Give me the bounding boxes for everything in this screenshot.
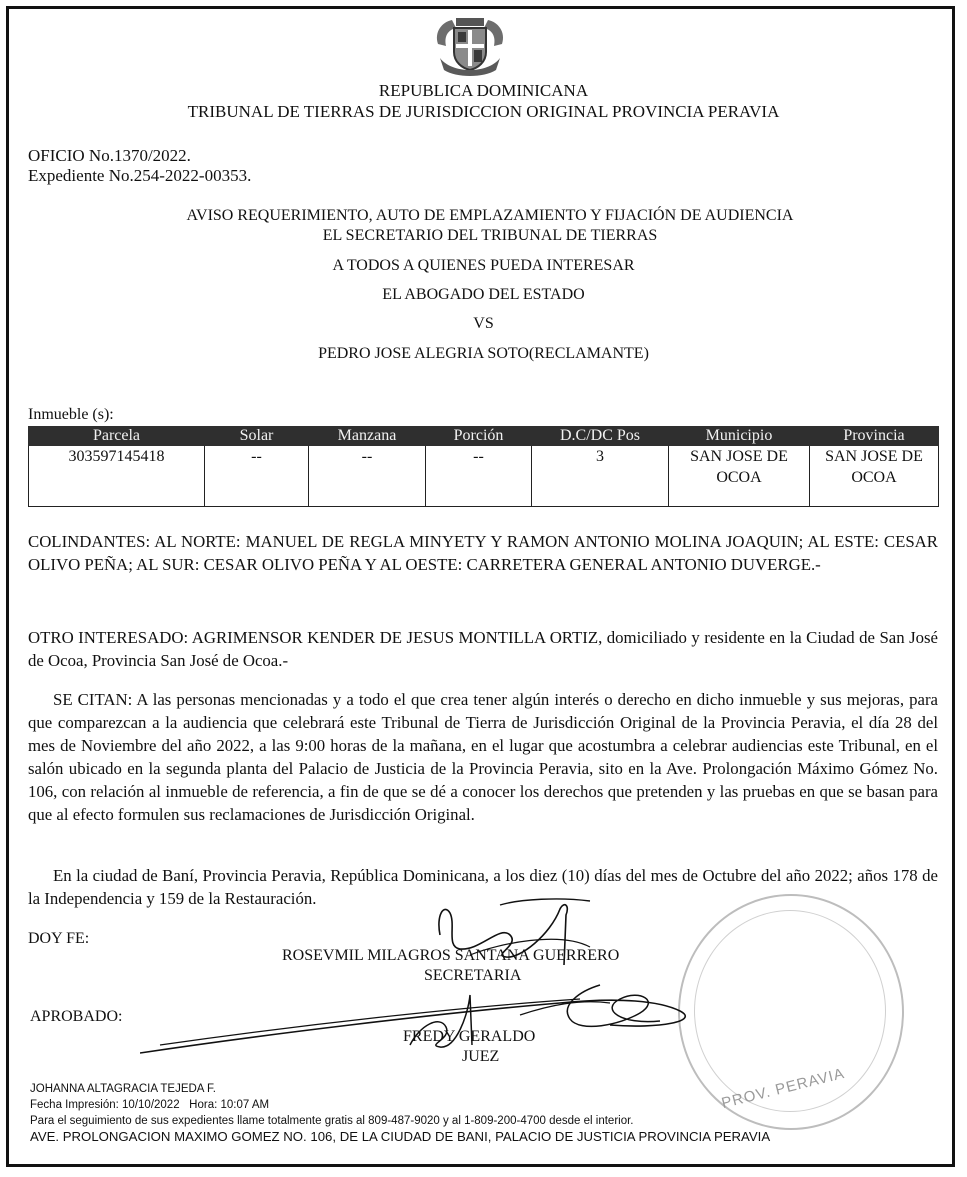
country-heading: REPUBLICA DOMINICANA [378, 81, 589, 100]
column-header: D.C/DC Pos [532, 427, 669, 446]
defendant: PEDRO JOSE ALEGRIA SOTO(RECLAMANTE) [318, 345, 649, 362]
colindantes-paragraph: COLINDANTES: AL NORTE: MANUEL DE REGLA MINYETY Y RAMON ANTONIO MOLINA JOAQUIN; AL ESTE: CESAR OLIVO PEÑA; AL SUR: CESAR OLIVO PEÑA Y AL OESTE: CARRETERA GENERAL ANTONIO DUVERGE.- [28, 532, 938, 574]
aprobado-label: APROBADO: [30, 1008, 123, 1025]
inmueble-label: Inmueble (s): [28, 406, 114, 423]
date-place-paragraph: En la ciudad de Baní, Provincia Peravia, República Dominicana, a los diez (10) días del mes de Octubre del año 2022; años 178 de la Independencia y 159 de la Restauración. [28, 866, 938, 908]
table-cell: 3 [532, 446, 669, 507]
table-cell: -- [309, 446, 426, 507]
table-cell: SAN JOSE DE OCOA [810, 446, 939, 507]
column-header: Manzana [309, 427, 426, 446]
court-address: AVE. PROLONGACION MAXIMO GOMEZ NO. 106, DE LA CIUDAD DE BANI, PALACIO DE JUSTICIA PROVINCIA PERAVIA [30, 1129, 771, 1144]
notice-issuer: EL SECRETARIO DEL TRIBUNAL DE TIERRAS [322, 227, 658, 244]
column-header: Solar [205, 427, 309, 446]
table-header-row [29, 427, 939, 446]
court-seal [678, 894, 904, 1130]
column-header: Porción [426, 427, 532, 446]
secretary-name: ROSEVMIL MILAGROS SANTANA GUERRERO [282, 947, 620, 964]
expediente-number: Expediente No.254-2022-00353. [28, 166, 252, 185]
coat-of-arms-icon [432, 14, 508, 78]
secretary-title: SECRETARIA [424, 967, 522, 984]
otro-interesado-paragraph: OTRO INTERESADO: AGRIMENSOR KENDER DE JESUS MONTILLA ORTIZ, domiciliado y residente en la Ciudad de San José de Ocoa, Provincia San José de Ocoa.- [28, 628, 938, 670]
plaintiff: EL ABOGADO DEL ESTADO [382, 286, 585, 303]
table-cell: -- [205, 446, 309, 507]
inmueble-table [28, 426, 939, 507]
table-cell: SAN JOSE DE OCOA [669, 446, 810, 507]
author-name: JOHANNA ALTAGRACIA TEJEDA F. [30, 1083, 216, 1095]
tribunal-heading: TRIBUNAL DE TIERRAS DE JURISDICCION ORIGINAL PROVINCIA PERAVIA [187, 102, 780, 121]
doy-fe-label: DOY FE: [28, 930, 90, 947]
judge-title: JUEZ [462, 1048, 500, 1065]
column-header: Provincia [810, 427, 939, 446]
versus-label: VS [473, 315, 494, 332]
table-cell: -- [426, 446, 532, 507]
notice-addressees: A TODOS A QUIENES PUEDA INTERESAR [332, 257, 635, 274]
signature-scribbles [140, 895, 700, 1075]
se-citan-paragraph: SE CITAN: A las personas mencionadas y a todo el que crea tener algún interés o derecho en dicho inmueble y sus mejoras, para que comparezcan a la audiencia que celebrará este Tribunal de Tierra de Jurisdicción Original de la Provincia Peravia, el día 28 del mes de Noviembre del año 2022, a las 9:00 horas de la mañana, en el lugar que acostumbra a celebrar audiencias este Tribunal, en el salón ubicado en la segunda planta del Palacio de Justicia de la Provincia Peravia, sito en la Ave. Prolongación Máximo Gómez No. 106, con relación al inmueble de referencia, a fin de que se dé a conocer los derechos que pretenden y las pruebas en que se basan para que al efecto formulen sus reclamaciones de Jurisdicción Original. [28, 690, 938, 824]
judge-name: FREDY GERALDO [403, 1028, 536, 1045]
column-header: Municipio [669, 427, 810, 446]
column-header: Parcela [29, 427, 205, 446]
table-cell: 303597145418 [29, 446, 205, 507]
seal-text: PROV. PERAVIA [719, 1064, 847, 1113]
oficio-number: OFICIO No.1370/2022. [28, 146, 191, 165]
notice-title: AVISO REQUERIMIENTO, AUTO DE EMPLAZAMIENTO Y FIJACIÓN DE AUDIENCIA [186, 207, 794, 224]
table-row [29, 446, 939, 507]
phone-note: Para el seguimiento de sus expedientes llame totalmente gratis al 809-487-9020 y al 1-809-200-4700 desde el interior. [30, 1115, 634, 1127]
print-date: Fecha Impresión: 10/10/2022 Hora: 10:07 AM [30, 1099, 270, 1111]
